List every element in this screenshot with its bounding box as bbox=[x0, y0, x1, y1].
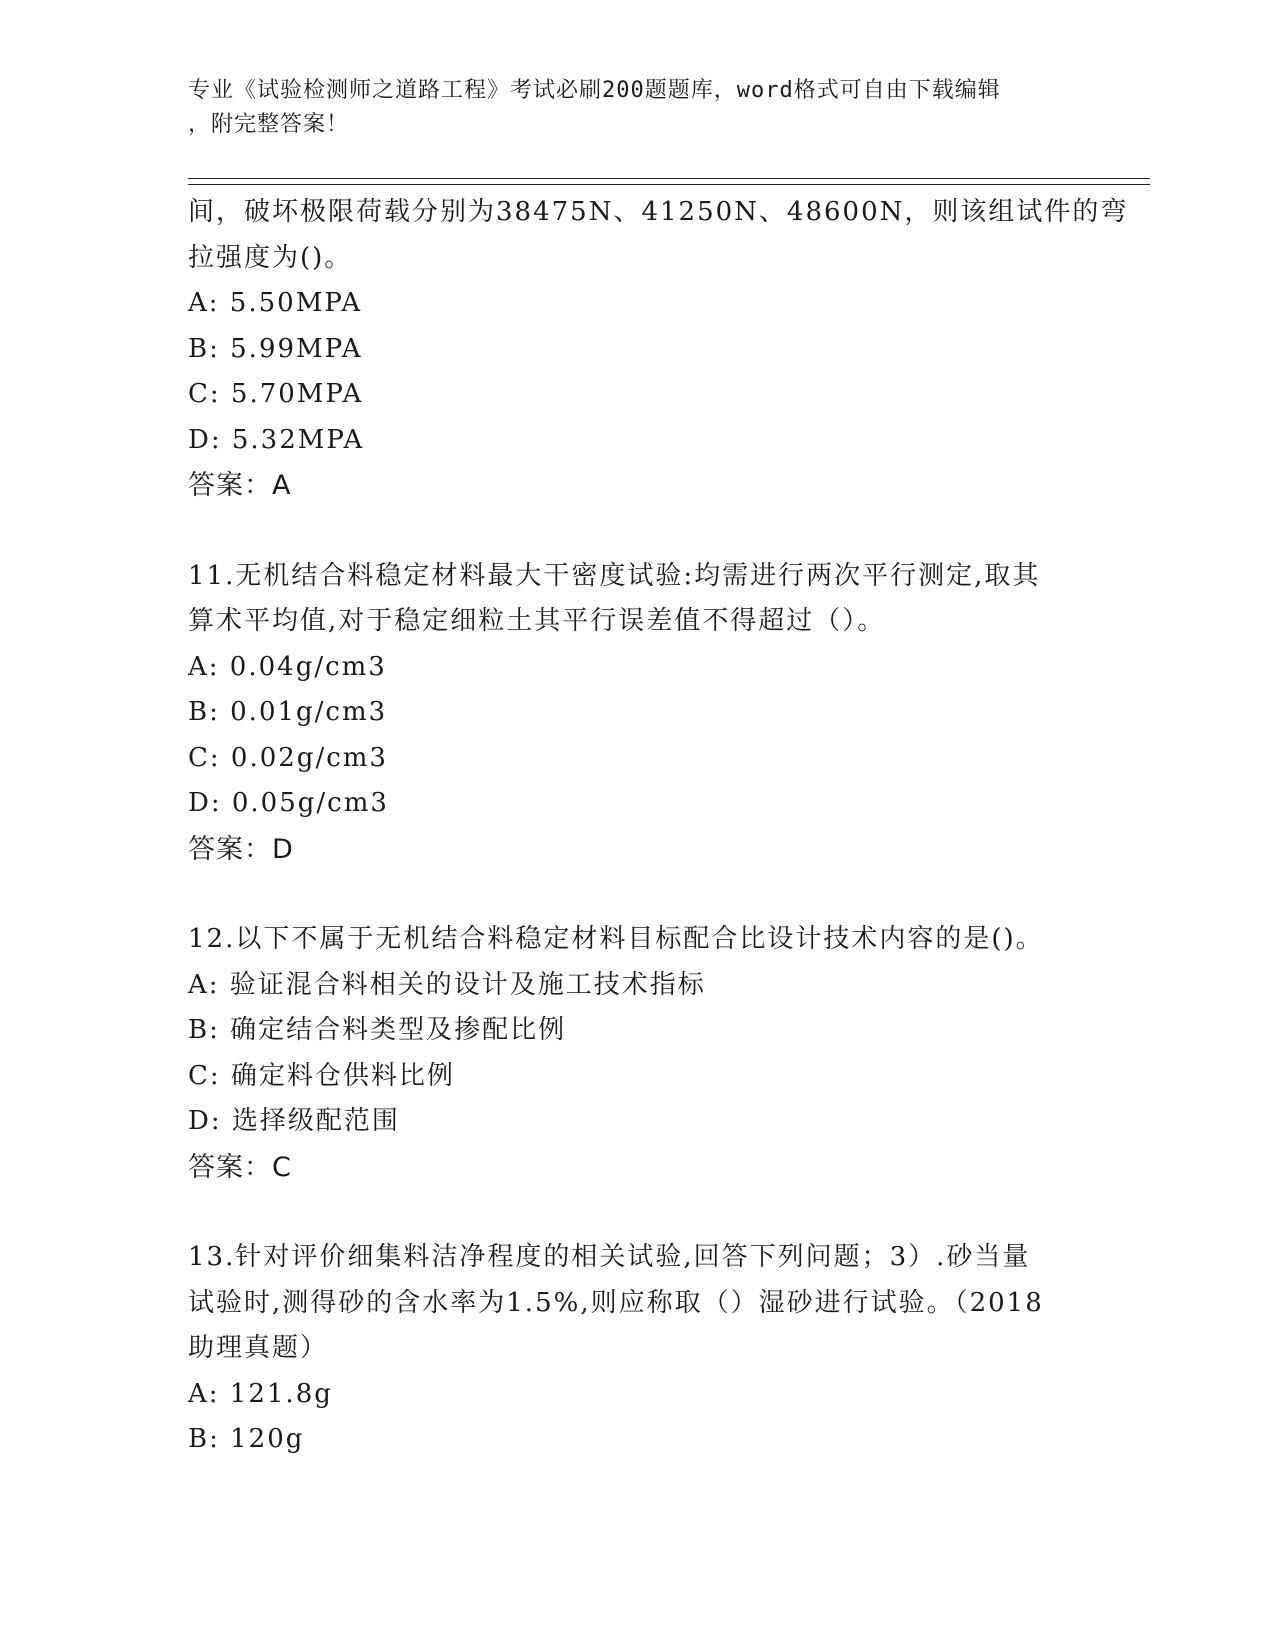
question-10-option-a: A: 5.50MPA bbox=[188, 288, 363, 318]
question-13-option-b: B: 120g bbox=[188, 1424, 305, 1454]
question-separator bbox=[188, 509, 1088, 554]
header-divider-top bbox=[188, 178, 1150, 179]
question-12-stem-line-1: 12.以下不属于无机结合料稳定材料目标配合比设计技术内容的是()。 bbox=[188, 924, 1044, 954]
question-13-stem-line-1: 13.针对评价细集料洁净程度的相关试验,回答下列问题；3）.砂当量 bbox=[188, 1242, 1031, 1272]
question-11-option-d: D: 0.05g/cm3 bbox=[188, 788, 389, 818]
question-12 bbox=[188, 917, 1088, 1190]
question-10-option-c: C: 5.70MPA bbox=[188, 379, 364, 409]
question-10-option-d: D: 5.32MPA bbox=[188, 424, 365, 455]
question-12-option-d: D: 选择级配范围 bbox=[188, 1106, 400, 1136]
header-divider-bottom bbox=[188, 184, 1150, 185]
question-12-answer: 答案：C bbox=[188, 1151, 292, 1183]
question-10 bbox=[188, 190, 1129, 509]
question-13-stem-line-3: 助理真题） bbox=[188, 1333, 329, 1363]
question-13-stem-line-2: 试验时,测得砂的含水率为1.5%,则应称取（）湿砂进行试验。（2018 bbox=[188, 1287, 1044, 1318]
question-10-answer: 答案：A bbox=[188, 470, 292, 501]
question-separator bbox=[188, 872, 1088, 917]
question-10-option-b: B: 5.99MPA bbox=[188, 333, 363, 364]
question-12-option-c: C: 确定料仓供料比例 bbox=[188, 1060, 455, 1091]
question-11-stem-line-1: 11.无机结合料稳定材料最大干密度试验:均需进行两次平行测定,取其 bbox=[188, 560, 1041, 591]
question-separator bbox=[188, 1190, 1088, 1235]
question-10-stem-line-2: 拉强度为()。 bbox=[188, 242, 353, 273]
header-title-line-1: 专业《试验检测师之道路工程》考试必刷200题题库，word格式可自由下载编辑 bbox=[188, 78, 1001, 103]
question-10-stem-line-1: 间，破坏极限荷载分别为38475N、41250N、48600N，则该组试件的弯 bbox=[188, 197, 1129, 227]
document-header bbox=[188, 74, 1068, 142]
question-11-option-c: C: 0.02g/cm3 bbox=[188, 742, 388, 773]
question-13 bbox=[188, 1235, 1088, 1463]
question-11-answer: 答案：D bbox=[188, 833, 294, 865]
question-list bbox=[188, 190, 1129, 1463]
question-12-option-a: A: 验证混合料相关的设计及施工技术指标 bbox=[188, 969, 706, 1000]
header-title-line-2: ，附完整答案！ bbox=[188, 112, 350, 137]
question-11-option-b: B: 0.01g/cm3 bbox=[188, 697, 388, 727]
question-11-option-a: A: 0.04g/cm3 bbox=[188, 651, 387, 682]
question-13-option-a: A: 121.8g bbox=[188, 1378, 333, 1409]
question-11 bbox=[188, 554, 1088, 873]
question-11-stem-line-2: 算术平均值,对于稳定细粒土其平行误差值不得超过（）。 bbox=[188, 606, 886, 636]
question-12-option-b: B: 确定结合料类型及掺配比例 bbox=[188, 1015, 567, 1045]
